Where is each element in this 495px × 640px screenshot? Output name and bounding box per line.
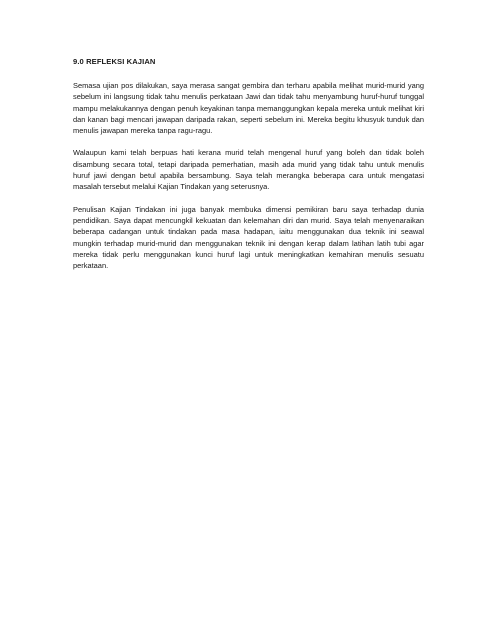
paragraph-ujian-pos: Semasa ujian pos dilakukan, saya merasa sangat gembira dan terharu apabila melihat murid-murid yang sebelum ini langsung tidak tahu menulis perkataan Jawi dan tidak tahu menyambung huruf-huruf tunggal mampu melakukannya dengan penuh keyakinan tanpa memanggungkan kepala mereka untuk melihat kiri dan kanan bagi mencari jawapan daripada rakan, seperti sebelum ini. Mereka begitu khusyuk tunduk dan menulis jawapan mereka tanpa ragu-ragu. <box>73 81 424 136</box>
document-body <box>73 57 424 282</box>
section-heading: 9.0 REFLEKSI KAJIAN <box>73 57 156 66</box>
paragraph-cadangan: Penulisan Kajian Tindakan ini juga banyak membuka dimensi pemikiran baru saya terhadap dunia pendidikan. Saya dapat mencungkil kekuatan dan kelemahan diri dan murid. Saya telah menyenaraikan beberapa cadangan untuk tindakan pada masa hadapan, iaitu menggunakan dua teknik ini seawal mungkin terhadap murid-murid dan menggunakan teknik ini dengan kerap dalam latihan latih tubi agar mereka tidak perlu menggunakan kunci huruf lagi untuk meningkatkan kemahiran menulis sesuatu perkataan. <box>73 204 424 271</box>
paragraph-pemerhatian: Walaupun kami telah berpuas hati kerana murid telah mengenal huruf yang boleh dan tidak boleh disambung secara total, tetapi daripada pemerhatian, masih ada murid yang tidak tahu untuk menulis huruf jawi dengan betul apabila bersambung. Saya telah merangka beberapa cara untuk mengatasi masalah tersebut melalui Kajian Tindakan yang seterusnya. <box>73 148 424 192</box>
